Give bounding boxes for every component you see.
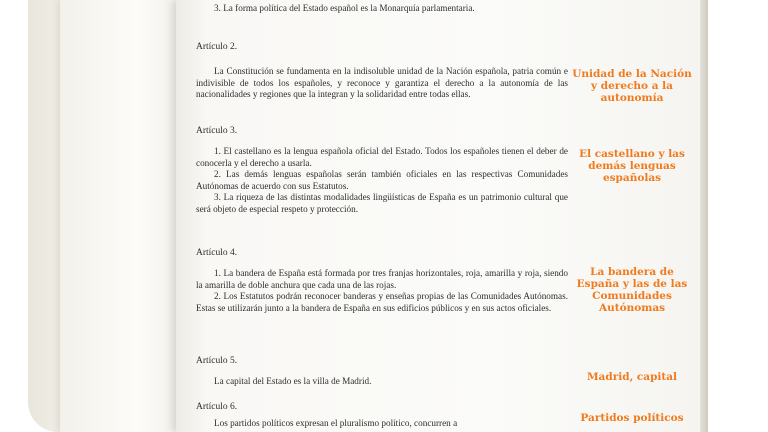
article-4-body (196, 268, 568, 314)
article-5-body (196, 376, 568, 388)
article-1-paragraph-3: 3. La forma política del Estado español es la Monarquía parlamentaria. (214, 3, 475, 13)
sheet-edge (700, 0, 708, 432)
article-6-body (196, 418, 568, 430)
article-6-heading: Artículo 6. (196, 402, 238, 412)
article-2-body (196, 66, 568, 101)
article-1-tail (196, 3, 568, 15)
article-3-body (196, 146, 568, 216)
article-2-heading: Artículo 2. (196, 42, 238, 52)
article-5-paragraph-1: La capital del Estado es la villa de Madrid. (214, 376, 372, 386)
margin-note-unidad: Unidad de la Nación y derecho a la autonomía (572, 68, 692, 104)
article-3-paragraph-2: 2. Las demás lenguas españolas serán también oficiales en las respectivas Comunidades Autónomas de acuerdo con sus Estatutos. (196, 169, 568, 191)
margin-note-partidos: Partidos políticos (580, 412, 684, 424)
margin-note-bandera: La bandera de España y las de las Comunidades Autónomas (576, 266, 688, 314)
margin-note-madrid: Madrid, capital (586, 371, 678, 383)
article-2-paragraph-1: La Constitución se fundamenta en la indisoluble unidad de la Nación española, patria común e indivisible de todos los españoles, y reconoce y garantiza el derecho a la autonomía de las nacionalidades y regiones que la integran y la solidaridad entre todas ellas. (196, 66, 568, 100)
article-4-paragraph-1: 1. La bandera de España está formada por tres franjas horizontales, roja, amarilla y roja, siendo la amarilla de doble anchura que cada una de las rojas. (196, 268, 568, 290)
article-3-paragraph-1: 1. El castellano es la lengua española oficial del Estado. Todos los españoles tienen el deber de conocerla y el derecho a usarla. (196, 146, 568, 168)
article-5-heading: Artículo 5. (196, 356, 238, 366)
article-4-paragraph-2: 2. Los Estatutos podrán reconocer banderas y enseñas propias de las Comunidades Autónomas. Estas se utilizarán junto a la bandera de España en sus edificios públicos y en sus actos oficiales. (196, 291, 568, 313)
article-3-heading: Artículo 3. (196, 126, 238, 136)
margin-note-castellano: El castellano y las demás lenguas españolas (579, 148, 685, 184)
document-sheet (176, 0, 704, 432)
article-3-paragraph-3: 3. La riqueza de las distintas modalidades lingüísticas de España es un patrimonio cultural que será objeto de especial respeto y protección. (196, 192, 568, 214)
article-6-paragraph-1: Los partidos políticos expresan el pluralismo político, concurren a (214, 418, 458, 428)
article-4-heading: Artículo 4. (196, 248, 238, 258)
